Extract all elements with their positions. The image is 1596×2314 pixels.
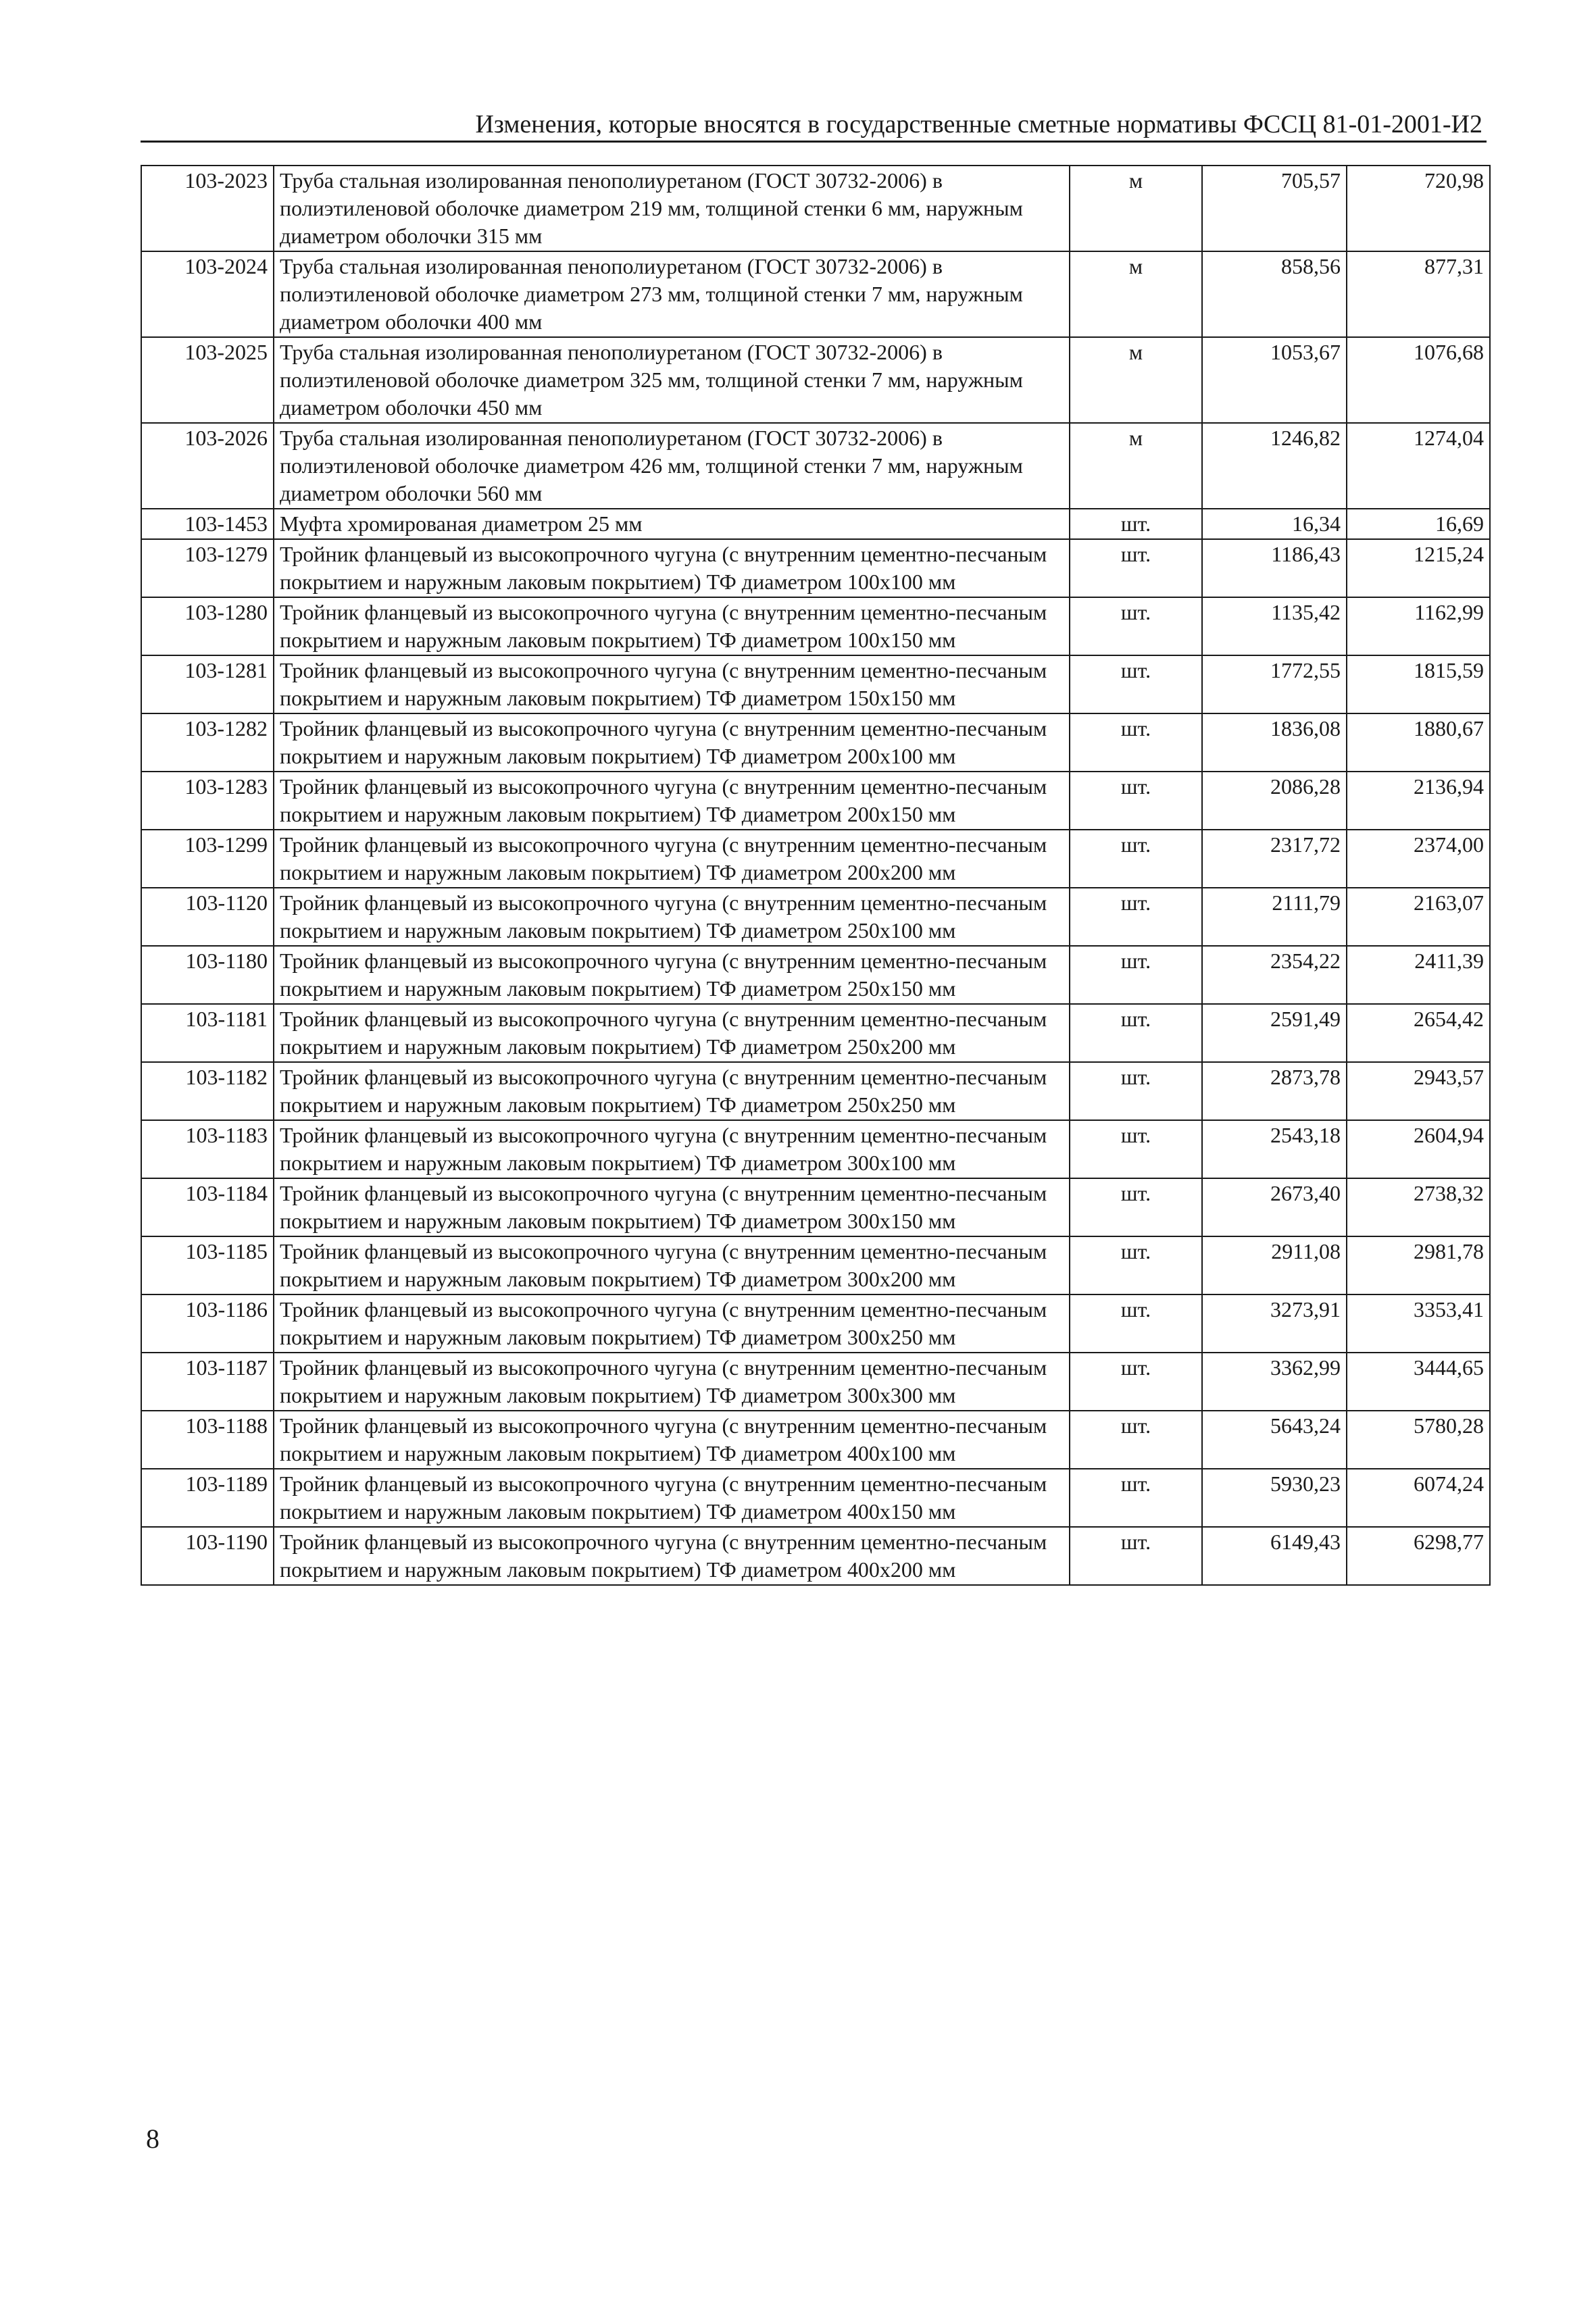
row-unit: шт. — [1070, 713, 1202, 772]
row-unit: шт. — [1070, 1004, 1202, 1062]
row-unit: шт. — [1070, 1120, 1202, 1178]
row-price-2: 720,98 — [1347, 166, 1490, 251]
row-unit: шт. — [1070, 1062, 1202, 1120]
row-code: 103-1283 — [141, 772, 274, 830]
row-price-1: 2317,72 — [1202, 830, 1347, 888]
row-unit: м — [1070, 423, 1202, 509]
row-price-2: 2981,78 — [1347, 1236, 1490, 1294]
row-description: Тройник фланцевый из высокопрочного чугуна (с внутренним цементно-песчаным покрытием и наружным лаковым покрытием) ТФ диаметром 400x200 мм — [274, 1527, 1070, 1585]
row-price-1: 2911,08 — [1202, 1236, 1347, 1294]
row-price-1: 1836,08 — [1202, 713, 1347, 772]
row-description: Труба стальная изолированная пенополиуретаном (ГОСТ 30732-2006) в полиэтиленовой оболочке диаметром 426 мм, толщиной стенки 7 мм, наружным диаметром оболочки 560 мм — [274, 423, 1070, 509]
row-unit: шт. — [1070, 1353, 1202, 1411]
row-code: 103-1189 — [141, 1469, 274, 1527]
row-price-2: 1815,59 — [1347, 655, 1490, 713]
row-price-1: 3273,91 — [1202, 1294, 1347, 1353]
row-description: Тройник фланцевый из высокопрочного чугуна (с внутренним цементно-песчаным покрытием и наружным лаковым покрытием) ТФ диаметром 100x100 мм — [274, 539, 1070, 597]
table-row — [141, 423, 1490, 509]
row-unit: шт. — [1070, 597, 1202, 655]
row-code: 103-1188 — [141, 1411, 274, 1469]
row-description: Труба стальная изолированная пенополиуретаном (ГОСТ 30732-2006) в полиэтиленовой оболочке диаметром 219 мм, толщиной стенки 6 мм, наружным диаметром оболочки 315 мм — [274, 166, 1070, 251]
table-row — [141, 1527, 1490, 1585]
row-unit: шт. — [1070, 1411, 1202, 1469]
row-price-1: 1186,43 — [1202, 539, 1347, 597]
row-code: 103-1185 — [141, 1236, 274, 1294]
row-description: Тройник фланцевый из высокопрочного чугуна (с внутренним цементно-песчаным покрытием и наружным лаковым покрытием) ТФ диаметром 200x200 мм — [274, 830, 1070, 888]
table-row — [141, 1469, 1490, 1527]
row-price-1: 2086,28 — [1202, 772, 1347, 830]
row-code: 103-1180 — [141, 946, 274, 1004]
row-price-2: 2943,57 — [1347, 1062, 1490, 1120]
row-unit: шт. — [1070, 539, 1202, 597]
row-unit: шт. — [1070, 946, 1202, 1004]
row-price-2: 1215,24 — [1347, 539, 1490, 597]
row-unit: шт. — [1070, 888, 1202, 946]
table-row — [141, 1411, 1490, 1469]
price-table — [141, 165, 1491, 1586]
row-description: Тройник фланцевый из высокопрочного чугуна (с внутренним цементно-песчаным покрытием и наружным лаковым покрытием) ТФ диаметром 100x150 мм — [274, 597, 1070, 655]
row-code: 103-1186 — [141, 1294, 274, 1353]
row-description: Тройник фланцевый из высокопрочного чугуна (с внутренним цементно-песчаным покрытием и наружным лаковым покрытием) ТФ диаметром 250x250 мм — [274, 1062, 1070, 1120]
table-row — [141, 1178, 1490, 1236]
row-price-2: 6298,77 — [1347, 1527, 1490, 1585]
row-description: Тройник фланцевый из высокопрочного чугуна (с внутренним цементно-песчаным покрытием и наружным лаковым покрытием) ТФ диаметром 250x200 мм — [274, 1004, 1070, 1062]
row-price-2: 1274,04 — [1347, 423, 1490, 509]
row-price-1: 1135,42 — [1202, 597, 1347, 655]
table-row — [141, 337, 1490, 423]
row-code: 103-2026 — [141, 423, 274, 509]
price-table-body — [141, 166, 1490, 1585]
row-description: Тройник фланцевый из высокопрочного чугуна (с внутренним цементно-песчаным покрытием и наружным лаковым покрытием) ТФ диаметром 200x100 мм — [274, 713, 1070, 772]
row-price-1: 5930,23 — [1202, 1469, 1347, 1527]
row-price-1: 5643,24 — [1202, 1411, 1347, 1469]
table-row — [141, 1120, 1490, 1178]
row-price-1: 1772,55 — [1202, 655, 1347, 713]
row-unit: м — [1070, 251, 1202, 337]
row-price-1: 1053,67 — [1202, 337, 1347, 423]
table-row — [141, 1294, 1490, 1353]
row-code: 103-1120 — [141, 888, 274, 946]
row-price-1: 2543,18 — [1202, 1120, 1347, 1178]
row-price-2: 6074,24 — [1347, 1469, 1490, 1527]
row-price-2: 16,69 — [1347, 509, 1490, 539]
row-description: Тройник фланцевый из высокопрочного чугуна (с внутренним цементно-песчаным покрытием и наружным лаковым покрытием) ТФ диаметром 300x250 мм — [274, 1294, 1070, 1353]
table-row — [141, 1004, 1490, 1062]
table-row — [141, 888, 1490, 946]
row-price-1: 2673,40 — [1202, 1178, 1347, 1236]
row-unit: шт. — [1070, 655, 1202, 713]
row-price-2: 3444,65 — [1347, 1353, 1490, 1411]
row-description: Труба стальная изолированная пенополиуретаном (ГОСТ 30732-2006) в полиэтиленовой оболочке диаметром 273 мм, толщиной стенки 7 мм, наружным диаметром оболочки 400 мм — [274, 251, 1070, 337]
row-description: Тройник фланцевый из высокопрочного чугуна (с внутренним цементно-песчаным покрытием и наружным лаковым покрытием) ТФ диаметром 300x300 мм — [274, 1353, 1070, 1411]
table-row — [141, 772, 1490, 830]
table-row — [141, 655, 1490, 713]
row-price-2: 2163,07 — [1347, 888, 1490, 946]
row-description: Тройник фланцевый из высокопрочного чугуна (с внутренним цементно-песчаным покрытием и наружным лаковым покрытием) ТФ диаметром 300x100 мм — [274, 1120, 1070, 1178]
row-price-2: 5780,28 — [1347, 1411, 1490, 1469]
row-code: 103-1299 — [141, 830, 274, 888]
row-price-1: 858,56 — [1202, 251, 1347, 337]
row-price-2: 877,31 — [1347, 251, 1490, 337]
row-code: 103-1181 — [141, 1004, 274, 1062]
table-row — [141, 1062, 1490, 1120]
row-price-2: 2374,00 — [1347, 830, 1490, 888]
row-price-1: 705,57 — [1202, 166, 1347, 251]
row-code: 103-1187 — [141, 1353, 274, 1411]
table-row — [141, 251, 1490, 337]
row-price-2: 2136,94 — [1347, 772, 1490, 830]
page-number: 8 — [146, 2123, 159, 2154]
row-code: 103-1281 — [141, 655, 274, 713]
row-price-2: 2738,32 — [1347, 1178, 1490, 1236]
row-description: Тройник фланцевый из высокопрочного чугуна (с внутренним цементно-песчаным покрытием и наружным лаковым покрытием) ТФ диаметром 400x100 мм — [274, 1411, 1070, 1469]
row-unit: м — [1070, 337, 1202, 423]
table-row — [141, 166, 1490, 251]
row-price-1: 3362,99 — [1202, 1353, 1347, 1411]
row-unit: м — [1070, 166, 1202, 251]
row-code: 103-2024 — [141, 251, 274, 337]
table-row — [141, 830, 1490, 888]
row-description: Тройник фланцевый из высокопрочного чугуна (с внутренним цементно-песчаным покрытием и наружным лаковым покрытием) ТФ диаметром 300x150 мм — [274, 1178, 1070, 1236]
row-code: 103-1453 — [141, 509, 274, 539]
row-price-2: 1880,67 — [1347, 713, 1490, 772]
row-price-1: 16,34 — [1202, 509, 1347, 539]
row-code: 103-1182 — [141, 1062, 274, 1120]
row-code: 103-1184 — [141, 1178, 274, 1236]
page-header — [141, 108, 1487, 143]
table-row — [141, 1353, 1490, 1411]
row-code: 103-1279 — [141, 539, 274, 597]
row-description: Тройник фланцевый из высокопрочного чугуна (с внутренним цементно-песчаным покрытием и наружным лаковым покрытием) ТФ диаметром 400x150 мм — [274, 1469, 1070, 1527]
table-row — [141, 597, 1490, 655]
row-price-2: 3353,41 — [1347, 1294, 1490, 1353]
row-price-2: 1162,99 — [1347, 597, 1490, 655]
row-price-2: 1076,68 — [1347, 337, 1490, 423]
row-unit: шт. — [1070, 1294, 1202, 1353]
row-code: 103-2023 — [141, 166, 274, 251]
row-code: 103-1282 — [141, 713, 274, 772]
row-unit: шт. — [1070, 772, 1202, 830]
row-price-1: 2354,22 — [1202, 946, 1347, 1004]
row-description: Тройник фланцевый из высокопрочного чугуна (с внутренним цементно-песчаным покрытием и наружным лаковым покрытием) ТФ диаметром 300x200 мм — [274, 1236, 1070, 1294]
row-description: Муфта хромированая диаметром 25 мм — [274, 509, 1070, 539]
row-unit: шт. — [1070, 509, 1202, 539]
row-price-1: 6149,43 — [1202, 1527, 1347, 1585]
table-row — [141, 509, 1490, 539]
row-description: Тройник фланцевый из высокопрочного чугуна (с внутренним цементно-песчаным покрытием и наружным лаковым покрытием) ТФ диаметром 250x100 мм — [274, 888, 1070, 946]
row-description: Тройник фланцевый из высокопрочного чугуна (с внутренним цементно-песчаным покрытием и наружным лаковым покрытием) ТФ диаметром 150x150 мм — [274, 655, 1070, 713]
row-unit: шт. — [1070, 1178, 1202, 1236]
row-price-2: 2654,42 — [1347, 1004, 1490, 1062]
row-description: Труба стальная изолированная пенополиуретаном (ГОСТ 30732-2006) в полиэтиленовой оболочке диаметром 325 мм, толщиной стенки 7 мм, наружным диаметром оболочки 450 мм — [274, 337, 1070, 423]
row-description: Тройник фланцевый из высокопрочного чугуна (с внутренним цементно-песчаным покрытием и наружным лаковым покрытием) ТФ диаметром 200x150 мм — [274, 772, 1070, 830]
row-code: 103-1280 — [141, 597, 274, 655]
header-title: Изменения, которые вносятся в государственные сметные нормативы ФССЦ 81-01-2001-И2 — [475, 110, 1482, 139]
row-price-1: 2591,49 — [1202, 1004, 1347, 1062]
row-unit: шт. — [1070, 1469, 1202, 1527]
row-unit: шт. — [1070, 1527, 1202, 1585]
row-unit: шт. — [1070, 1236, 1202, 1294]
row-code: 103-2025 — [141, 337, 274, 423]
row-price-1: 2873,78 — [1202, 1062, 1347, 1120]
row-code: 103-1183 — [141, 1120, 274, 1178]
table-row — [141, 539, 1490, 597]
table-row — [141, 946, 1490, 1004]
row-price-1: 1246,82 — [1202, 423, 1347, 509]
row-price-2: 2604,94 — [1347, 1120, 1490, 1178]
row-code: 103-1190 — [141, 1527, 274, 1585]
row-price-1: 2111,79 — [1202, 888, 1347, 946]
row-price-2: 2411,39 — [1347, 946, 1490, 1004]
table-row — [141, 1236, 1490, 1294]
row-unit: шт. — [1070, 830, 1202, 888]
row-description: Тройник фланцевый из высокопрочного чугуна (с внутренним цементно-песчаным покрытием и наружным лаковым покрытием) ТФ диаметром 250x150 мм — [274, 946, 1070, 1004]
table-row — [141, 713, 1490, 772]
